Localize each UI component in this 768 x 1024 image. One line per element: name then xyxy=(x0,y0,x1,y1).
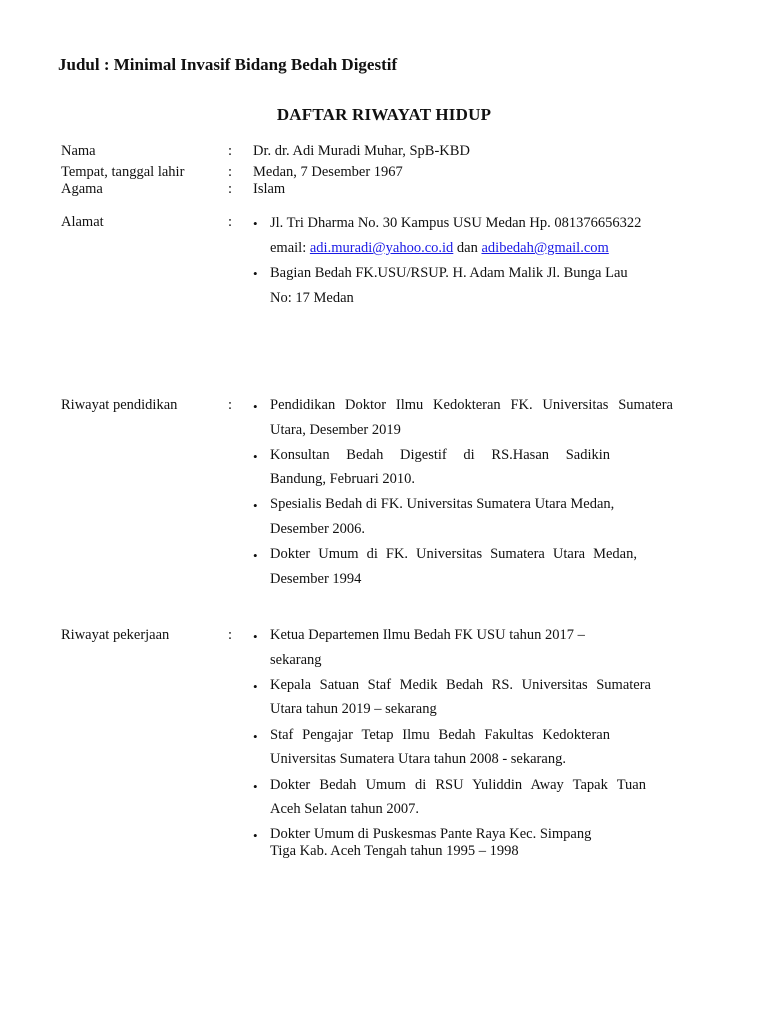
value-nama: Dr. dr. Adi Muradi Muhar, SpB-KBD xyxy=(253,143,470,159)
cv-heading: DAFTAR RIWAYAT HIDUP xyxy=(276,105,492,124)
pekerjaan-item-1-line1: Ketua Departemen Ilmu Bedah FK USU tahun 2017 – xyxy=(270,627,585,643)
pendidikan-item-1-line2: Utara, Desember 2019 xyxy=(270,422,401,438)
pendidikan-item-3-line1: Spesialis Bedah di FK. Universitas Sumatera Utara Medan, xyxy=(270,496,615,512)
bullet-icon: • xyxy=(253,216,258,231)
colon-pekerjaan: : xyxy=(228,627,233,643)
pekerjaan-item-4-line2: Aceh Selatan tahun 2007. xyxy=(270,801,419,817)
label-alamat: Alamat xyxy=(61,214,104,230)
alamat-item-1: Jl. Tri Dharma No. 30 Kampus USU Medan Hp. 081376656322 xyxy=(270,215,642,231)
label-pendidikan: Riwayat pendidikan xyxy=(61,397,178,413)
colon-pendidikan: : xyxy=(228,397,233,413)
label-pekerjaan: Riwayat pekerjaan xyxy=(61,627,170,643)
value-agama: Islam xyxy=(253,181,286,197)
pekerjaan-item-2-line1: Kepala Satuan Staf Medik Bedah RS. Universitas Sumatera xyxy=(270,677,651,693)
alamat-item-2-line2: No: 17 Medan xyxy=(270,290,354,306)
pekerjaan-item-3-line2: Universitas Sumatera Utara tahun 2008 - sekarang. xyxy=(270,751,566,767)
colon-alamat: : xyxy=(228,214,233,230)
pekerjaan-item-5-line1: Dokter Umum di Puskesmas Pante Raya Kec. Simpang xyxy=(270,826,592,842)
pendidikan-item-2-line2: Bandung, Februari 2010. xyxy=(270,471,415,487)
pekerjaan-item-3-line1: Staf Pengajar Tetap Ilmu Bedah Fakultas Kedokteran xyxy=(270,727,610,743)
bullet-icon: • xyxy=(253,399,258,414)
pendidikan-item-4-line2: Desember 1994 xyxy=(270,571,362,587)
pekerjaan-item-1-line2: sekarang xyxy=(270,652,322,668)
bullet-icon: • xyxy=(253,449,258,464)
email-link-yahoo[interactable]: adi.muradi@yahoo.co.id xyxy=(309,240,454,256)
email-prefix: email: xyxy=(270,240,307,256)
bullet-icon: • xyxy=(253,779,258,794)
pekerjaan-item-2-line2: Utara tahun 2019 – sekarang xyxy=(270,701,437,717)
bullet-icon: • xyxy=(253,498,258,513)
colon-agama: : xyxy=(228,181,233,197)
label-ttl: Tempat, tanggal lahir xyxy=(61,164,185,180)
bullet-icon: • xyxy=(253,828,258,843)
pekerjaan-item-5-line2: Tiga Kab. Aceh Tengah tahun 1995 – 1998 xyxy=(270,843,519,859)
bullet-icon: • xyxy=(253,629,258,644)
bullet-icon: • xyxy=(253,266,258,281)
colon-nama: : xyxy=(228,143,233,159)
colon-ttl: : xyxy=(228,164,233,180)
label-agama: Agama xyxy=(61,181,103,197)
document-title: Judul : Minimal Invasif Bidang Bedah Digestif xyxy=(58,55,398,74)
label-nama: Nama xyxy=(61,143,96,159)
pendidikan-item-1-line1: Pendidikan Doktor Ilmu Kedokteran FK. Universitas Sumatera xyxy=(270,397,673,413)
alamat-item-2-line1: Bagian Bedah FK.USU/RSUP. H. Adam Malik Jl. Bunga Lau xyxy=(270,265,628,281)
pendidikan-item-4-line1: Dokter Umum di FK. Universitas Sumatera Utara Medan, xyxy=(270,546,637,562)
pendidikan-item-2-line1: Konsultan Bedah Digestif di RS.Hasan Sadikin xyxy=(270,447,610,463)
email-conjunction: dan xyxy=(456,240,478,256)
pendidikan-item-3-line2: Desember 2006. xyxy=(270,521,366,537)
pekerjaan-item-4-line1: Dokter Bedah Umum di RSU Yuliddin Away Tapak Tuan xyxy=(270,777,646,793)
value-ttl: Medan, 7 Desember 1967 xyxy=(253,164,403,180)
alamat-email-line xyxy=(270,240,609,257)
bullet-icon: • xyxy=(253,548,258,563)
bullet-icon: • xyxy=(253,729,258,744)
email-link-gmail[interactable]: adibedah@gmail.com xyxy=(481,240,609,256)
bullet-icon: • xyxy=(253,679,258,694)
